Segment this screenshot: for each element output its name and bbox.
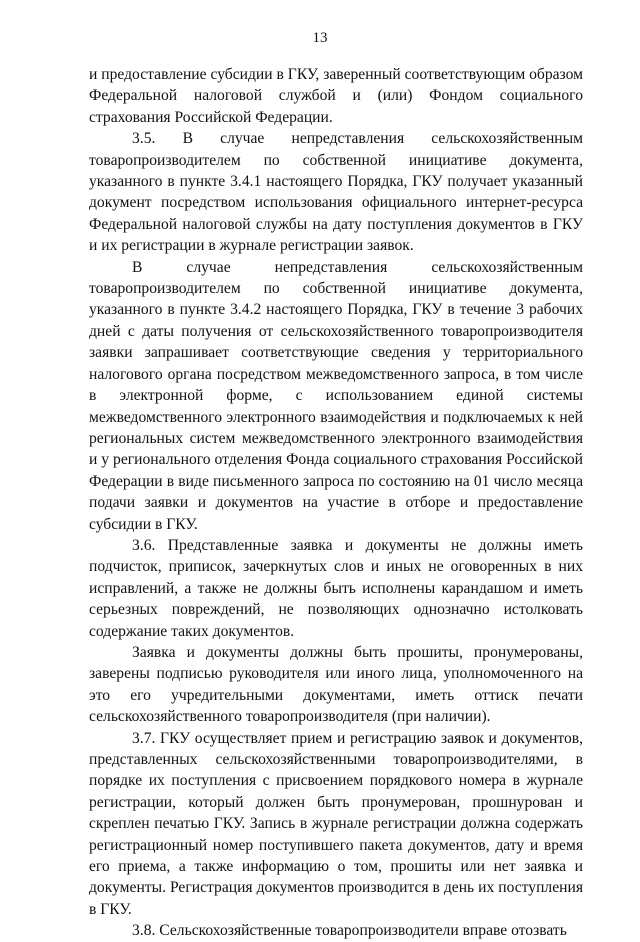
paragraph-3-5: 3.5. В случае непредставления сельскохозяйственным товаропроизводителем по собственной инициативе документа, указанного в пункте 3.4.1 настоящего Порядка, ГКУ получает указанный документ посредством использования официального интернет-ресурса Федеральной налоговой службы на дату поступления документов в ГКУ и их регистрации в журнале регистрации заявок. (89, 130, 583, 255)
document-body (89, 64, 583, 942)
paragraph-3-7: 3.7. ГКУ осуществляет прием и регистрацию заявок и документов, представленных сельскохозяйственными товаропроизводителями, в порядке их поступления с присвоением порядкового номера в журнале регистрации, который должен быть пронумерован, прошнурован и скреплен печатью ГКУ. Запись в журнале регистрации должна содержать регистрационный номер поступившего пакета документов, дату и время его приема, а также информацию о том, прошиты или нет заявка и документы. Регистрация документов производится в день их поступления в ГКУ. (89, 729, 583, 918)
paragraph-3-8: 3.8. Сельскохозяйственные товаропроизводители вправе отозвать (132, 922, 567, 940)
paragraph-3-5-interagency-request: В случае непредставления сельскохозяйственным товаропроизводителем по собственной инициативе документа, указанного в пункте 3.4.2 настоящего Порядка, ГКУ в течение 3 рабочих дней с даты получения от сельскохозяйственного товаропроизводителя заявки запрашивает соответствующие сведения у территориального налогового органа посредством межведомственного запроса, в том числе в электронной форме, с использованием единой системы межведомственного электронного взаимодействия и подключаемых к ней региональных систем межведомственного электронного взаимодействия и у регионального отделения Фонда социального страхования Российской Федерации в виде письменного запроса по состоянию на 01 число месяца подачи заявки и документов на участие в отборе и предоставление субсидии в ГКУ. (89, 258, 583, 533)
paragraph-3-6: 3.6. Представленные заявка и документы не должны иметь подчисток, приписок, зачеркнутых слов и иных не оговоренных в них исправлений, а также не должны быть исполнены карандашом и иметь серьезных повреждений, не позволяющих однозначно истолковать содержание таких документов. (89, 536, 583, 640)
page-number: 13 (312, 30, 328, 46)
paragraph-subsidy-certificate: и предоставление субсидии в ГКУ, заверенный соответствующим образом Федеральной налоговой службой и (или) Фондом социального страхования Российской Федерации. (89, 66, 583, 126)
paragraph-3-6-binding: Заявка и документы должны быть прошиты, пронумерованы, заверены подписью руководителя или иного лица, уполномоченного на это его учредительными документами, иметь оттиск печати сельскохозяйственного товаропроизводителя (при наличии). (89, 643, 583, 726)
